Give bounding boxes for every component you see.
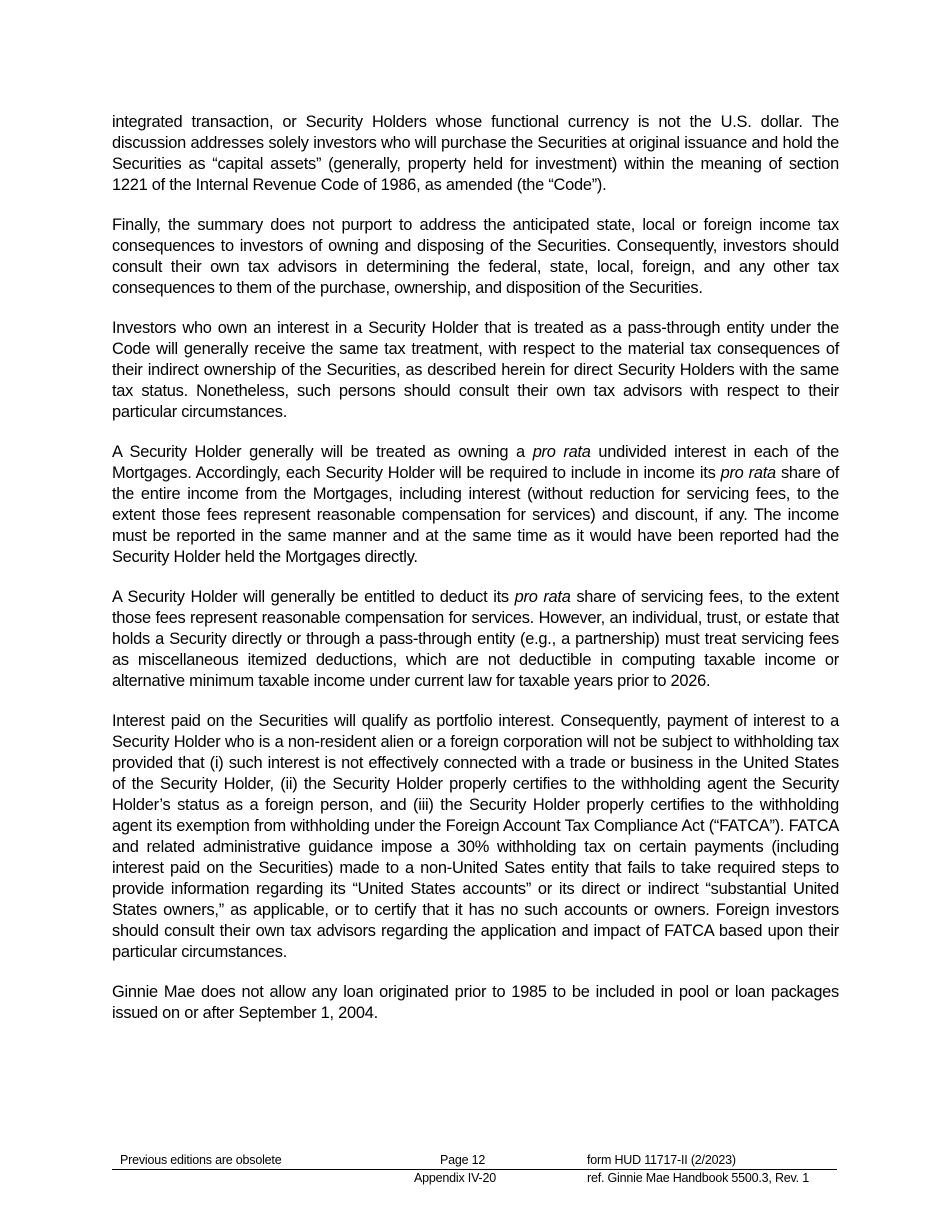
paragraph-2 <box>112 215 839 299</box>
paragraph-text: undivided interest in each of the Mortgages. Accordingly, each Security Holder will be required to include in income its <box>112 443 839 482</box>
paragraph-text: A Security Holder will generally be entitled to deduct its <box>112 588 515 606</box>
footer-row-top <box>112 1152 837 1170</box>
italic-term: pro rata <box>532 443 591 461</box>
italic-term: pro rata <box>720 464 776 482</box>
paragraph-3 <box>112 318 839 423</box>
paragraph-text: integrated transaction, or Security Holders whose functional currency is not the U.S. dollar. The discussion addresses solely investors who will purchase the Securities at original issuance and hold the Securities as “capital assets” (generally, property held for investment) within the meaning of section 1221 of the Internal Revenue Code of 1986, as amended (the “Code”). <box>112 113 839 194</box>
footer-row-bottom <box>112 1170 837 1186</box>
paragraph-1 <box>112 112 839 196</box>
paragraph-text: share of servicing fees, to the extent those fees represent reasonable compensation for services. However, an individual, trust, or estate that holds a Security directly or through a pass-through entity (e.g., a partnership) must treat servicing fees as miscellaneous itemized deductions, which are not deductible in computing taxable income or alternative minimum taxable income under current law for taxable years prior to 2026. <box>112 588 839 690</box>
paragraph-4 <box>112 442 839 568</box>
appendix-label: Appendix IV-20 <box>414 1171 496 1185</box>
document-body <box>112 112 839 1043</box>
paragraph-6 <box>112 711 839 963</box>
paragraph-7 <box>112 982 839 1024</box>
paragraph-text: Investors who own an interest in a Security Holder that is treated as a pass-through entity under the Code will generally receive the same tax treatment, with respect to the material tax consequences of their indirect ownership of the Securities, as described herein for direct Security Holders with the same tax status. Nonetheless, such persons should consult their own tax advisors with respect to their particular circumstances. <box>112 319 839 421</box>
form-number: form HUD 11717-II (2/2023) <box>587 1153 736 1167</box>
handbook-reference: ref. Ginnie Mae Handbook 5500.3, Rev. 1 <box>587 1171 809 1185</box>
paragraph-5 <box>112 587 839 692</box>
paragraph-text: A Security Holder generally will be treated as owning a <box>112 443 533 461</box>
paragraph-text: Ginnie Mae does not allow any loan originated prior to 1985 to be included in pool or loan packages issued on or after September 1, 2004. <box>112 983 839 1022</box>
paragraph-text: share of the entire income from the Mortgages, including interest (without reduction for servicing fees, to the extent those fees represent reasonable compensation for services) and discount, if any. The income must be reported in the same manner and at the same time as it would have been reported had the Security Holder held the Mortgages directly. <box>112 464 839 566</box>
italic-term: pro rata <box>514 588 571 606</box>
page-number: Page 12 <box>440 1153 486 1167</box>
obsolete-note: Previous editions are obsolete <box>120 1153 282 1167</box>
page-footer <box>112 1152 837 1186</box>
paragraph-text: Finally, the summary does not purport to address the anticipated state, local or foreign income tax consequences to investors of owning and disposing of the Securities. Consequently, investors should consult their own tax advisors in determining the federal, state, local, foreign, and any other tax consequences to them of the purchase, ownership, and disposition of the Securities. <box>112 216 839 297</box>
paragraph-text: Interest paid on the Securities will qualify as portfolio interest. Consequently, payment of interest to a Security Holder who is a non-resident alien or a foreign corporation will not be subject to withholding tax provided that (i) such interest is not effectively connected with a trade or business in the United States of the Security Holder, (ii) the Security Holder properly certifies to the withholding agent the Security Holder’s status as a foreign person, and (iii) the Security Holder properly certifies to the withholding agent its exemption from withholding under the Foreign Account Tax Compliance Act (“FATCA”). FATCA and related administrative guidance impose a 30% withholding tax on certain payments (including interest paid on the Securities) made to a non-United Sates entity that fails to take required steps to provide information regarding its “United States accounts” or its direct or indirect “substantial United States owners,” as applicable, or to certify that it has no such accounts or owners. Foreign investors should consult their own tax advisors regarding the application and impact of FATCA based upon their particular circumstances. <box>112 712 839 961</box>
